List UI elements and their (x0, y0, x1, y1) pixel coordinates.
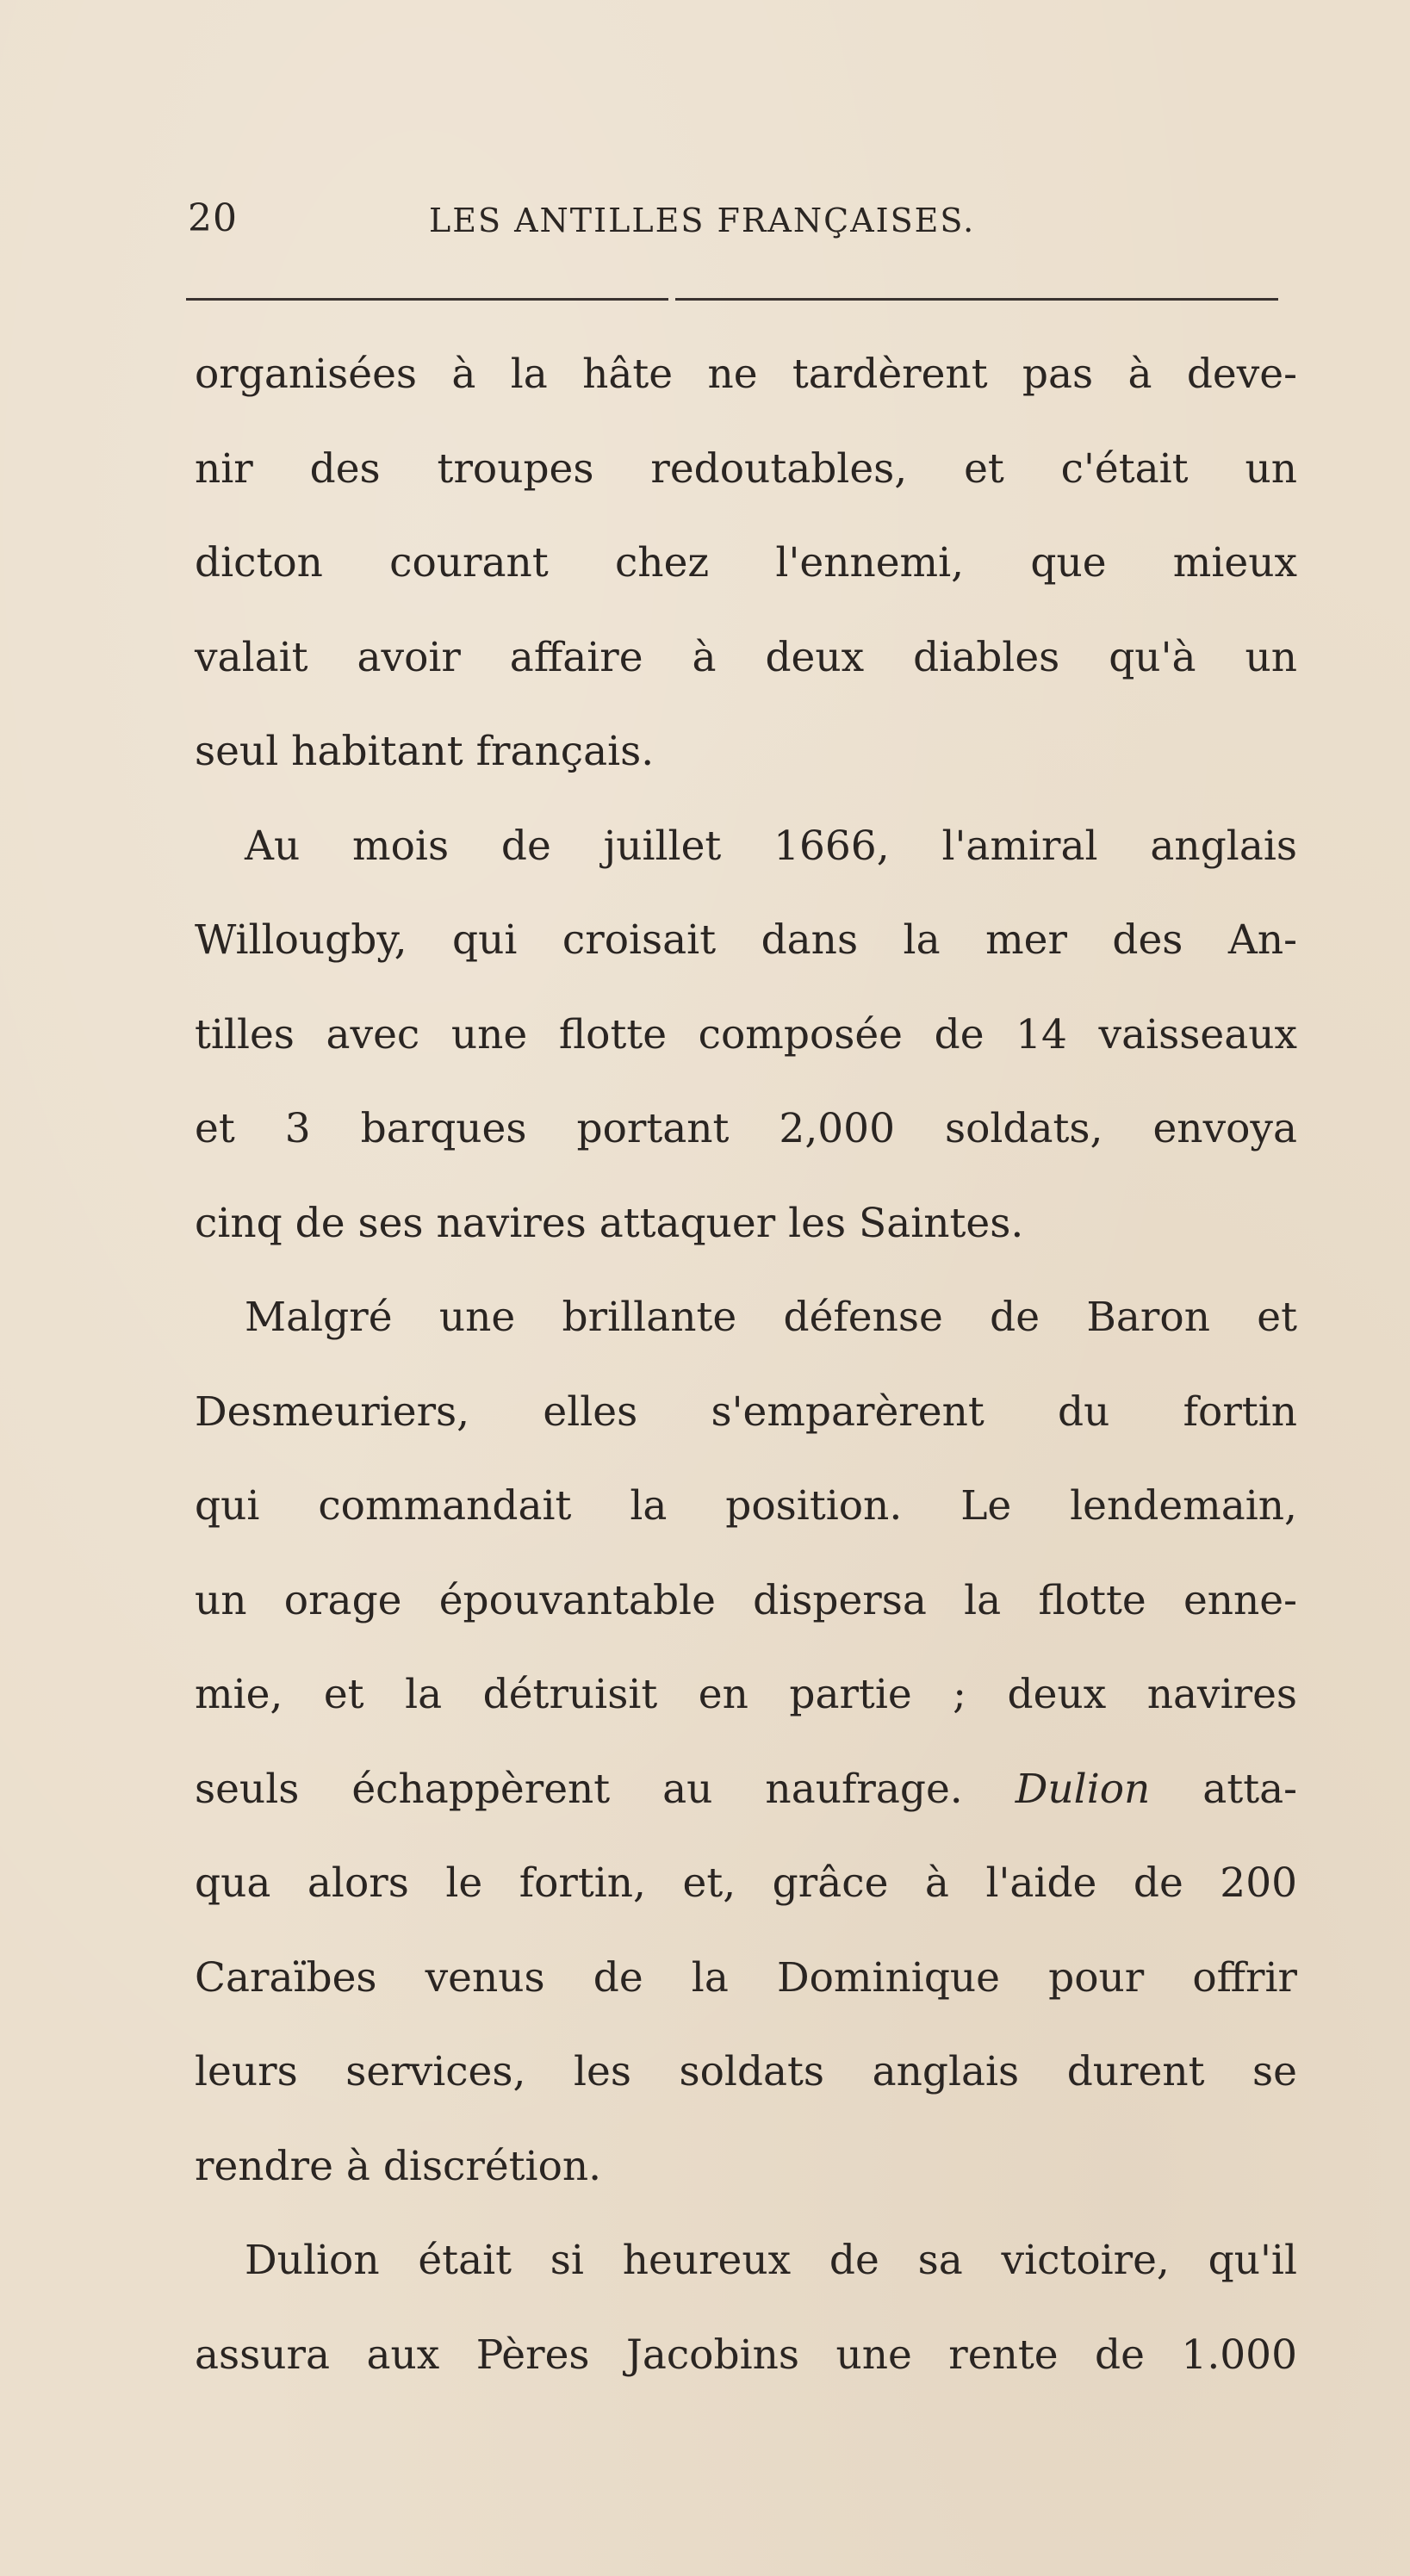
text-line-14: un orage épouvantable dispersa la flotte enne- (195, 1576, 1297, 1624)
text-line-16-end: atta- (1202, 1765, 1297, 1813)
text-line-16-start: seuls échappèrent au naufrage. (195, 1765, 963, 1813)
text-line-3: dicton courant chez l'ennemi, que mieux (195, 539, 1297, 587)
page-header (188, 196, 1308, 248)
header-rule-left (186, 298, 668, 301)
italic-name-dulion: Dulion (1015, 1765, 1151, 1813)
text-line-4: valait avoir affaire à deux diables qu'à un (195, 633, 1297, 681)
text-line-11: Malgré une brillante défense de Baron et (245, 1294, 1297, 1341)
text-line-8: tilles avec une flotte composée de 14 vaisseaux (195, 1010, 1297, 1058)
text-line-1: organisées à la hâte ne tardèrent pas à deve- (195, 351, 1297, 398)
text-line-9: et 3 barques portant 2,000 soldats, envoya (195, 1105, 1297, 1152)
text-line-15: mie, et la détruisit en partie ; deux navires (195, 1671, 1297, 1718)
body-text (195, 349, 1297, 2424)
header-rule-right (675, 298, 1278, 301)
text-line-20: rendre à discrétion. (195, 2142, 602, 2190)
text-line-21: Dulion était si heureux de sa victoire, qu'il (245, 2237, 1297, 2284)
text-line-7: Willougby, qui croisait dans la mer des An- (195, 916, 1297, 964)
text-line-10: cinq de ses navires attaquer les Saintes. (195, 1199, 1024, 1247)
text-line-5: seul habitant français. (195, 728, 655, 775)
text-line-6: Au mois de juillet 1666, l'amiral anglais (245, 822, 1297, 870)
text-line-12: Desmeuriers, elles s'emparèrent du fortin (195, 1387, 1297, 1436)
text-line-19: leurs services, les soldats anglais durent se (195, 2048, 1297, 2095)
page-number: 20 (188, 196, 238, 240)
running-title: LES ANTILLES FRANÇAISES. (429, 202, 976, 239)
text-line-18: Caraïbes venus de la Dominique pour offrir (195, 1953, 1297, 2002)
text-line-13: qui commandait la position. Le lendemain, (195, 1482, 1297, 1530)
text-line-16 (195, 1764, 1297, 1859)
text-line-2: nir des troupes redoutables, et c'était un (195, 444, 1297, 493)
text-line-17: qua alors le fortin, et, grâce à l'aide de 200 (195, 1859, 1297, 1907)
text-line-22: assura aux Pères Jacobins une rente de 1.000 (195, 2331, 1297, 2379)
